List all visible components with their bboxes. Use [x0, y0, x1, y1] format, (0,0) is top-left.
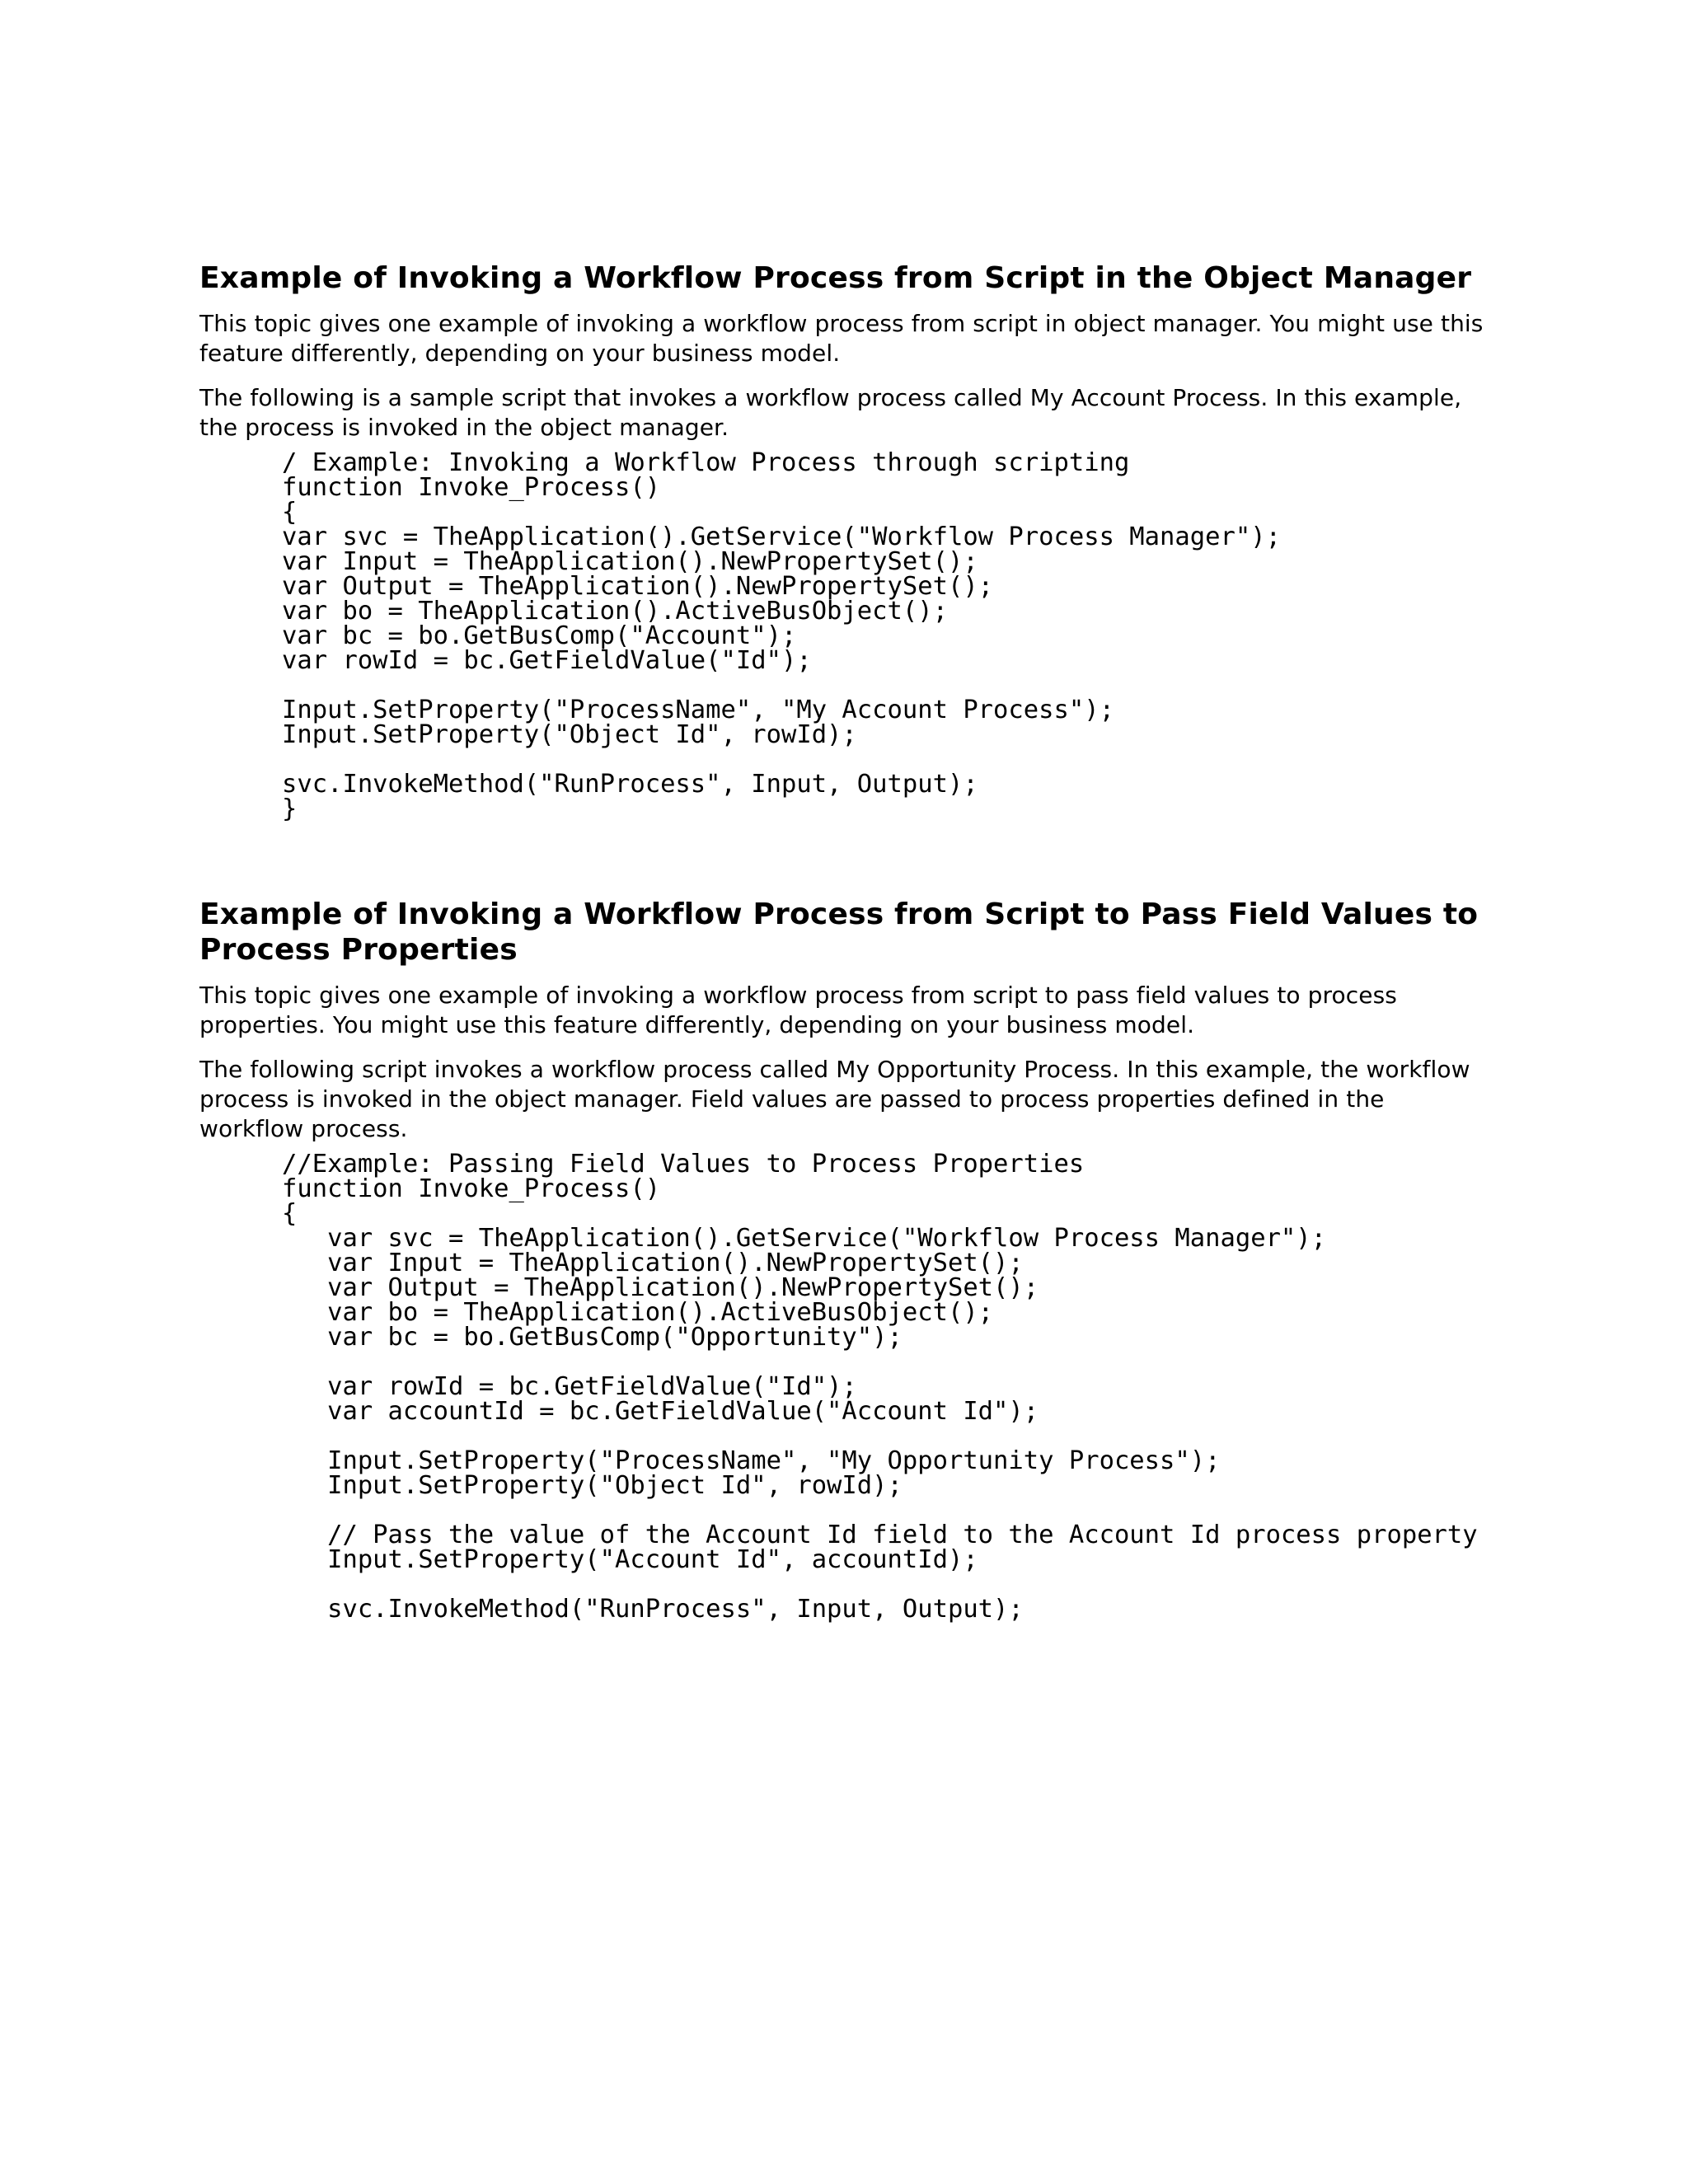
code-line: var svc = TheApplication().GetService("Workflow Process Manager"); — [282, 1224, 1327, 1253]
code-line — [282, 1572, 1493, 1597]
code-line: Input.SetProperty("Object Id", rowId); — [282, 1471, 903, 1500]
code-line: //Example: Passing Field Values to Process Properties — [282, 1150, 1085, 1179]
description-paragraph: The following script invokes a workflow process called My Opportunity Process. In this example, the workflow process is invoked in the object manager. Field values are passed to process properties defined in the workflow process. — [199, 1056, 1470, 1142]
code-line: Input.SetProperty("Object Id", rowId); — [282, 720, 857, 749]
code-line: function Invoke_Process() — [282, 473, 661, 502]
code-line: var Input = TheApplication().NewPropertySet(); — [282, 1249, 1024, 1277]
code-line: { — [282, 1199, 298, 1228]
section-pass-field-values — [199, 897, 1493, 1622]
intro-paragraph: This topic gives one example of invoking a workflow process from script to pass field values to process properties. You might use this feature differently, depending on your business model. — [199, 982, 1397, 1038]
description-paragraph: The following is a sample script that invokes a workflow process called My Account Process. In this example, the process is invoked in the object manager. — [199, 384, 1462, 441]
code-line: } — [282, 794, 298, 823]
code-line: Input.SetProperty("ProcessName", "My Opportunity Process"); — [282, 1446, 1221, 1475]
code-line: / Example: Invoking a Workflow Process through scripting — [282, 448, 1130, 477]
section-object-manager — [199, 260, 1493, 822]
section-heading: Example of Invoking a Workflow Process from Script in the Object Manager — [199, 261, 1472, 295]
code-line — [282, 1498, 1493, 1523]
code-line: var bc = bo.GetBusComp("Account"); — [282, 621, 797, 650]
code-line: var rowId = bc.GetFieldValue("Id"); — [282, 1372, 857, 1401]
section-heading: Example of Invoking a Workflow Process from Script to Pass Field Values to Process Properties — [199, 898, 1479, 967]
code-block — [282, 448, 1493, 823]
code-line: Input.SetProperty("ProcessName", "My Account Process"); — [282, 696, 1114, 724]
code-line: var bo = TheApplication().ActiveBusObject(); — [282, 1298, 994, 1327]
code-line: var bo = TheApplication().ActiveBusObject(); — [282, 597, 948, 626]
code-line: var Output = TheApplication().NewPropertySet(); — [282, 1273, 1039, 1302]
code-line: Input.SetProperty("Account Id", accountId); — [282, 1545, 978, 1574]
code-line — [282, 1424, 1493, 1449]
code-line: var bc = bo.GetBusComp("Opportunity"); — [282, 1323, 903, 1352]
code-line: svc.InvokeMethod("RunProcess", Input, Output); — [282, 770, 978, 799]
code-block — [282, 1152, 1493, 1622]
code-line: // Pass the value of the Account Id field to the Account Id process property — [282, 1521, 1478, 1549]
code-line — [282, 673, 1493, 698]
code-line: svc.InvokeMethod("RunProcess", Input, Output); — [282, 1595, 1024, 1624]
code-line: { — [282, 498, 298, 527]
code-line: var svc = TheApplication().GetService("Workflow Process Manager"); — [282, 523, 1281, 551]
code-line: var accountId = bc.GetFieldValue("Account Id"); — [282, 1397, 1039, 1426]
code-line — [282, 1350, 1493, 1375]
code-line: var Input = TheApplication().NewPropertySet(); — [282, 547, 978, 576]
code-line — [282, 748, 1493, 772]
code-line: function Invoke_Process() — [282, 1174, 661, 1203]
intro-paragraph: This topic gives one example of invoking a workflow process from script in object manager. You might use this feature differently, depending on your business model. — [199, 310, 1484, 367]
code-line: var Output = TheApplication().NewPropertySet(); — [282, 572, 994, 601]
code-line: var rowId = bc.GetFieldValue("Id"); — [282, 646, 812, 675]
